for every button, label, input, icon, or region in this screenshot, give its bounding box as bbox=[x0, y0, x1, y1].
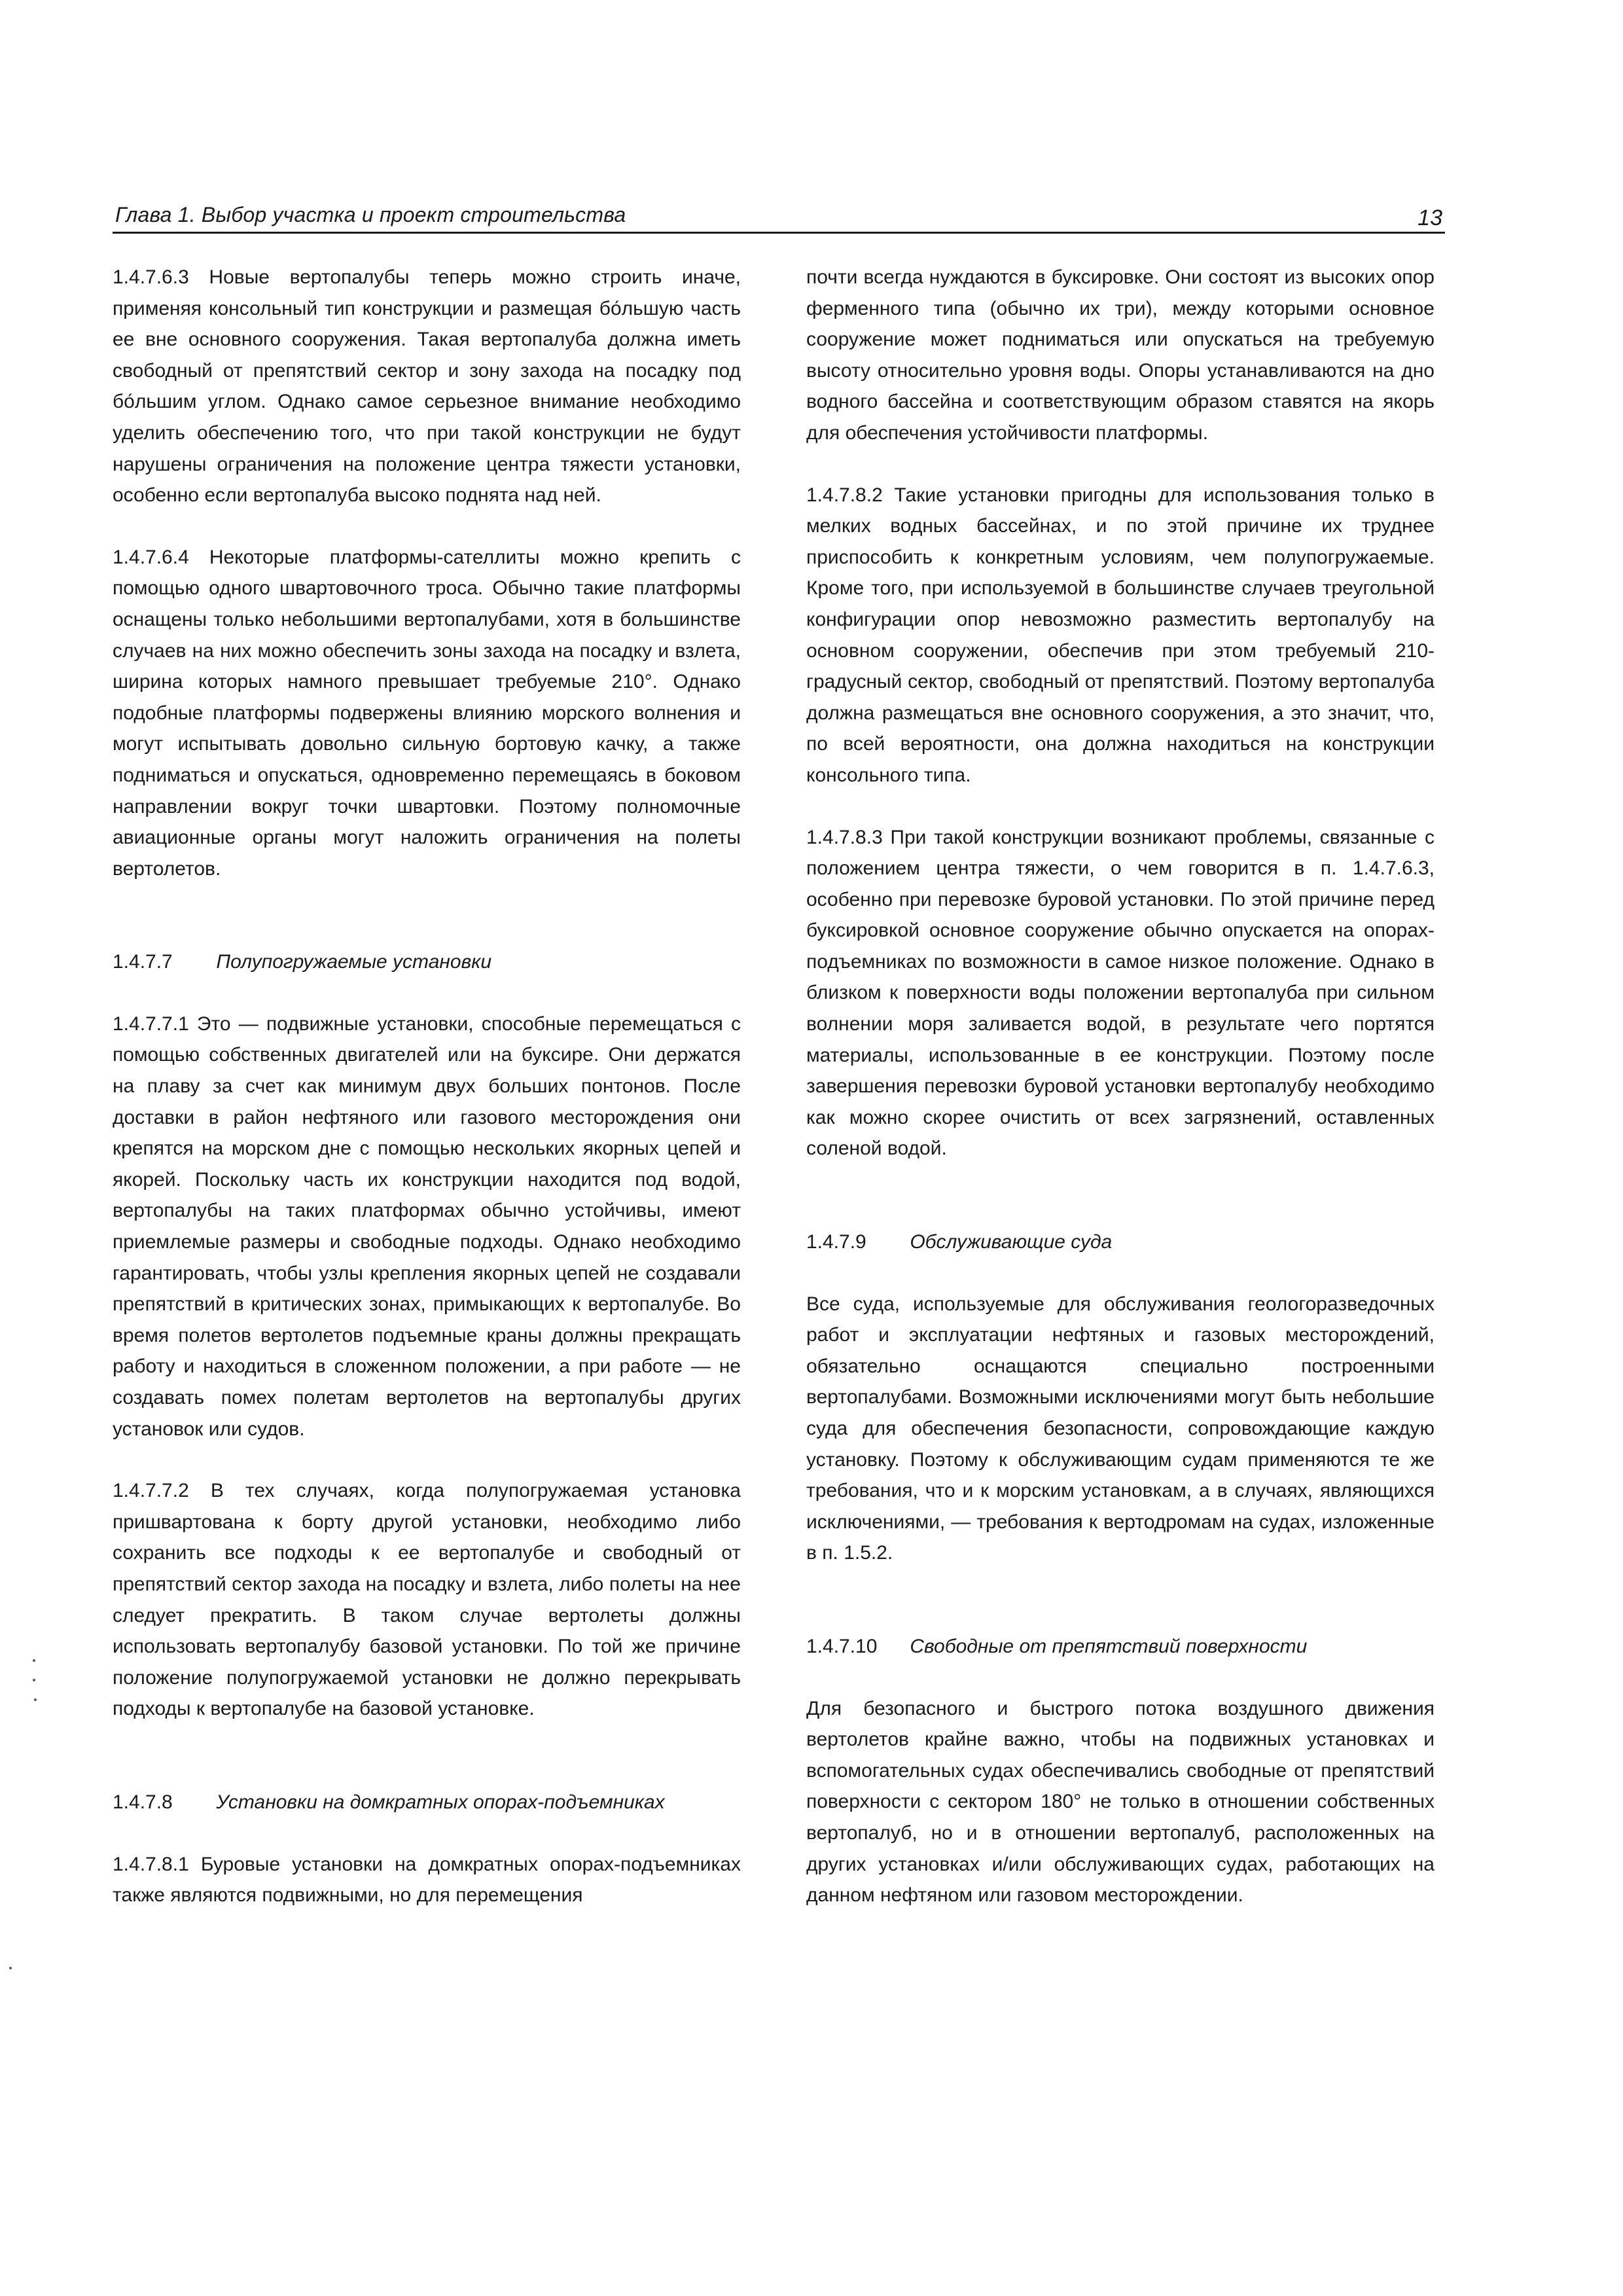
running-header bbox=[113, 202, 1445, 234]
paragraph-1-4-7-6-3: 1.4.7.6.3 Новые вертопалубы теперь можно строить иначе, применяя консольный тип конструкции и размещая бо́льшую часть ее вне основного сооружения. Такая вертопалуба должна иметь свободный от препятствий сектор и зону захода на посадку под бо́льшим углом. Однако самое серьезное внимание необходимо уделить обеспечению того, что при такой конструкции не будут нарушены ограничения на положение центра тяжести установки, особенно если вертопалуба высоко поднята над ней. bbox=[113, 266, 741, 507]
section-title: Установки на домкратных опорах-подъемниках bbox=[216, 1791, 665, 1813]
paragraph-1-4-7-8-1: 1.4.7.8.1 Буровые установки на домкратных опорах-подъемниках также являются подвижными, но для перемещения bbox=[113, 1853, 741, 1907]
section-number: 1.4.7.8 bbox=[113, 1791, 173, 1813]
section-heading-1-4-7-7 bbox=[113, 946, 741, 978]
left-column bbox=[113, 262, 741, 1911]
section-heading-1-4-7-10 bbox=[806, 1631, 1435, 1662]
section-number: 1.4.7.7 bbox=[113, 951, 173, 973]
section-title: Свободные от препятствий поверхности bbox=[910, 1635, 1308, 1657]
scan-speck bbox=[33, 1679, 35, 1681]
paragraph-1-4-7-8-3: 1.4.7.8.3 При такой конструкции возникают проблемы, связанные с положением центра тяжести, о чем говорится в п. 1.4.7.6.3, особенно при перевозке буровой установки. По этой причине перед буксировкой основное сооружение обычно опускается на опорах-подъемниках по возможности в самое низкое положение. Однако в близком к поверхности воды положении вертопалуба при сильном волнении моря заливается водой, в результате чего портятся материалы, использованные в ее конструкции. Поэтому после завершения перевозки буровой установки вертопалубу необходимо как можно скорее очистить от всех загрязнений, оставленных соленой водой. bbox=[806, 826, 1435, 1160]
page-number: 13 bbox=[1418, 206, 1442, 230]
paragraph-1-4-7-7-2: 1.4.7.7.2 В тех случаях, когда полупогружаемая установка пришвартована к борту другой установки, необходимо либо сохранить все подходы к ее вертопалубе и свободный от препятствий сектор захода на посадку и взлета, либо полеты на нее следует прекратить. В таком случае вертолеты должны использовать вертопалубу базовой установки. По той же причине положение полупогружаемой установки не должно перекрывать подходы к вертопалубе на базовой установке. bbox=[113, 1480, 741, 1720]
paragraph-1-4-7-6-4: 1.4.7.6.4 Некоторые платформы-сателлиты можно крепить с помощью одного швартовочного троса. Обычно такие платформы оснащены только небольшими вертопалубами, хотя в большинстве случаев на них можно обеспечить зоны захода на посадку и взлета, ширина которых намного превышает требуемые 210°. Однако подобные платформы подвержены влиянию морского волнения и могут испытывать довольно сильную бортовую качку, а также подниматься и опускаться, одновременно перемещаясь в боковом направлении вокруг точки швартовки. Поэтому полномочные авиационные органы могут наложить ограничения на полеты вертолетов. bbox=[113, 546, 741, 880]
section-heading-1-4-7-9 bbox=[806, 1227, 1435, 1258]
scan-speck bbox=[9, 1967, 12, 1969]
paragraph-1-4-7-8-1-continued: почти всегда нуждаются в буксировке. Они состоят из высоких опор ферменного типа (обычно их три), между которыми основное сооружение может подниматься или опускаться на требуемую высоту относительно уровня воды. Опоры устанавливаются на дно водного бассейна и соответствующим образом ставятся на якорь для обеспечения устойчивости платформы. bbox=[806, 266, 1435, 444]
scan-speck bbox=[34, 1698, 37, 1701]
section-title: Обслуживающие суда bbox=[910, 1231, 1113, 1253]
section-number: 1.4.7.10 bbox=[806, 1635, 878, 1657]
paragraph-1-4-7-8-2: 1.4.7.8.2 Такие установки пригодны для использования только в мелких водных бассейнах, и по этой причине их труднее приспособить к конкретным условиям, чем полупогружаемые. Кроме того, при используемой в большинстве случаев треугольной конфигурации опор невозможно разместить вертопалубу на основном сооружении, обеспечив при этом требуемый 210-градусный сектор, свободный от препятствий. Поэтому вертопалуба должна размещаться вне основного сооружения, а это значит, что, по всей вероятности, она должна находиться на конструкции консольного типа. bbox=[806, 484, 1435, 786]
paragraph-1-4-7-9: Все суда, используемые для обслуживания геологоразведочных работ и эксплуатации нефтяных и газовых месторождений, обязательно оснащаются специально построенными вертопалубами. Возможными исключениями могут быть небольшие суда для обеспечения безопасности, сопровождающие каждую установку. Поэтому к обслуживающим судам применяются те же требования, что и к морским установкам, а в случаях, являющихся исключениями, — требования к вертодромам на судах, изложенные в п. 1.5.2. bbox=[806, 1293, 1435, 1564]
paragraph-1-4-7-10: Для безопасного и быстрого потока воздушного движения вертолетов крайне важно, чтобы на подвижных установках и вспомогательных судах обеспечивались свободные от препятствий поверхности с сектором 180° не только в отношении собственных вертопалуб, но и в отношении вертопалуб, расположенных на других установках и/или обслуживающих судах, работающих на данном нефтяном или газовом месторождении. bbox=[806, 1697, 1435, 1907]
paragraph-1-4-7-7-1: 1.4.7.7.1 Это — подвижные установки, способные перемещаться с помощью собственных двигателей или на буксире. Они держатся на плаву за счет как минимум двух больших понтонов. После доставки в район нефтяного или газового месторождения они крепятся на морском дне с помощью нескольких якорных цепей и якорей. Поскольку часть их конструкции находится под водой, вертопалубы на таких платформах обычно устойчивы, имеют приемлемые размеры и свободные подходы. Однако необходимо гарантировать, чтобы узлы крепления якорных цепей не создавали препятствий в критических зонах, примыкающих к вертопалубе. Во время полетов вертолетов подъемные краны должны прекращать работу и находиться в сложенном положении, а при работе — не создавать помех полетам вертолетов на вертопалубы других установок или судов. bbox=[113, 1013, 741, 1440]
scan-speck bbox=[33, 1659, 35, 1662]
section-heading-1-4-7-8 bbox=[113, 1787, 741, 1818]
chapter-title: Глава 1. Выбор участка и проект строительства bbox=[115, 203, 626, 226]
section-title: Полупогружаемые установки bbox=[216, 951, 492, 973]
section-number: 1.4.7.9 bbox=[806, 1231, 866, 1253]
right-column bbox=[806, 262, 1435, 1911]
